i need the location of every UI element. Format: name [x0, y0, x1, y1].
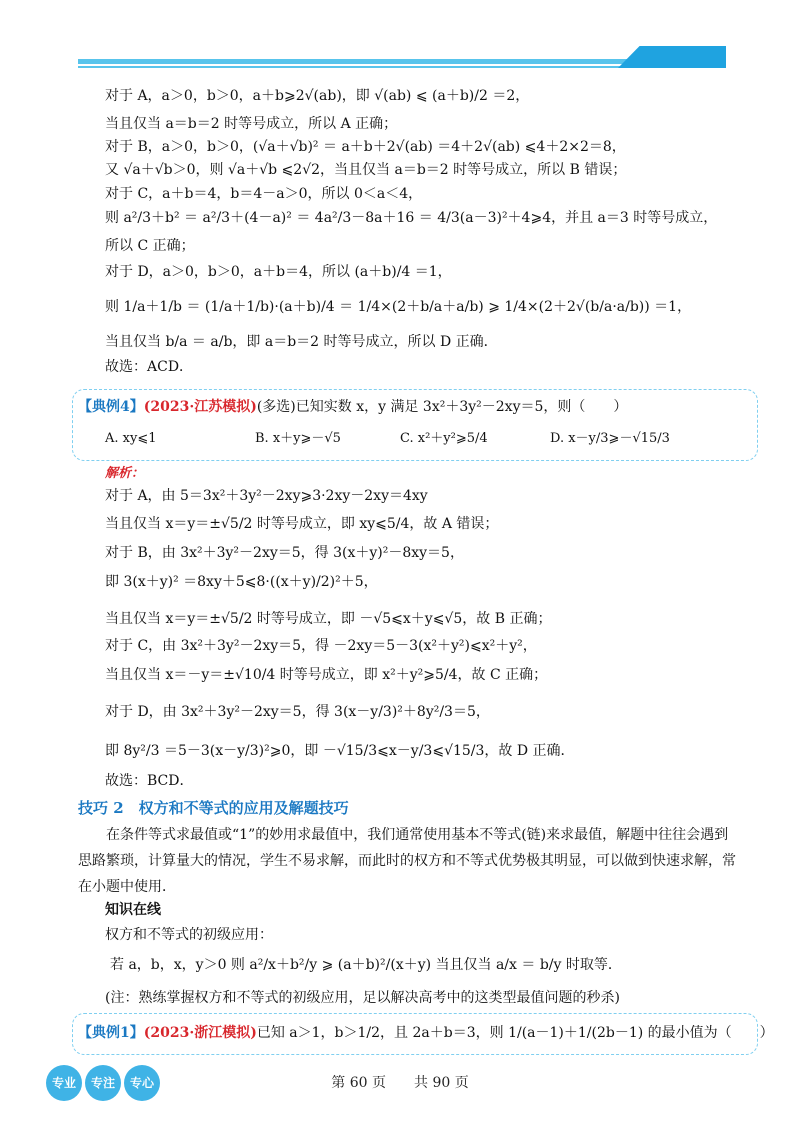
text-line: 对于 B，a＞0，b＞0，(√a＋√b)² ＝ a＋b＋2√(ab) ＝4＋2√(ab) ⩽4＋2×2＝8，	[105, 139, 626, 155]
text-line: 即 8y²/3 ＝5－3(x－y/3)²⩾0，即 －√15/3⩽x－y/3⩽√15/3，故 D 正确．	[105, 743, 575, 759]
example-question: 已知 a＞1，b＞1/2，且 2a＋b＝3，则 1/(a－1)＋1/(2b－1) 的最小值为（ ）	[256, 1025, 774, 1041]
text-line: 故选：BCD．	[105, 773, 194, 789]
text-line: 对于 C，a＋b＝4，b＝4－a＞0，所以 0＜a＜4，	[105, 186, 423, 202]
header-stripe-thin	[78, 66, 638, 68]
section-heading: 技巧 2 权方和不等式的应用及解题技巧	[78, 799, 349, 817]
example-4-title	[78, 397, 627, 417]
text-line: 当且仅当 x＝－y＝±√10/4 时等号成立，即 x²＋y²⩾5/4，故 C 正确；	[105, 667, 548, 683]
option-c: C. x²＋y²⩾5/4	[400, 431, 488, 446]
page-number: 第 60 页 共 90 页	[331, 1075, 469, 1091]
intro-paragraph: 在条件等式求最值或“1”的妙用求最值中，我们通常使用基本不等式(链)来求最值，解题中往往会遇到思路繁琐，计算量大的情况，学生不易求解，而此时的权方和不等式优势极其明显，可以做到快速求解，常在小题中使用．	[78, 827, 736, 895]
knowledge-note: (注：熟练掌握权方和不等式的初级应用，足以解决高考中的这类型最值问题的秒杀)	[105, 990, 620, 1006]
text-line: 则 a²/3＋b² ＝ a²/3＋(4－a)² ＝ 4a²/3－8a＋16 ＝ 4/3(a－3)²＋4⩾4，并且 a＝3 时等号成立，	[105, 210, 718, 226]
example-source: (2023·江苏模拟)	[143, 399, 257, 415]
example-1-title	[78, 1023, 774, 1043]
text-line: 对于 D，a＞0，b＞0，a＋b＝4，所以 (a＋b)/4 ＝1，	[105, 264, 452, 280]
example-source: (2023·浙江模拟)	[143, 1025, 257, 1041]
text-line: 则 1/a＋1/b ＝ (1/a＋1/b)·(a＋b)/4 ＝ 1/4×(2＋b/a＋a/b) ⩾ 1/4×(2＋2√(b/a·a/b)) ＝1，	[105, 299, 692, 315]
text-line: 对于 D，由 3x²＋3y²－2xy＝5，得 3(x－y/3)²＋8y²/3＝5，	[105, 704, 490, 720]
example-tag: 【典例4】	[78, 399, 144, 415]
text-line: 所以 C 正确；	[105, 238, 195, 254]
text-line: 又 √a＋√b＞0，则 √a＋√b ⩽2√2，当且仅当 a＝b＝2 时等号成立，所以 B 错误；	[105, 162, 627, 178]
option-a: A. xy⩽1	[105, 431, 157, 446]
text-line: 当且仅当 a＝b＝2 时等号成立，所以 A 正确；	[105, 116, 398, 132]
text-line: 对于 A，由 5＝3x²＋3y²－2xy⩾3·2xy－2xy＝4xy	[105, 488, 428, 504]
header-tab-decoration	[618, 46, 726, 68]
text-line: 故选：ACD．	[105, 359, 194, 375]
footer-badge: 专业	[46, 1065, 82, 1101]
text-line: 当且仅当 b/a ＝ a/b，即 a＝b＝2 时等号成立，所以 D 正确．	[105, 334, 498, 350]
example-tag: 【典例1】	[78, 1025, 144, 1041]
text-line: 对于 C，由 3x²＋3y²－2xy＝5，得 －2xy＝5－3(x²＋y²)⩽x²＋y²，	[105, 638, 537, 654]
text-line: 对于 A，a＞0，b＞0，a＋b⩾2√(ab)，即 √(ab) ⩽ (a＋b)/2 ＝2，	[105, 88, 530, 104]
knowledge-title: 知识在线	[105, 902, 161, 918]
text-line: 当且仅当 x＝y＝±√5/2 时等号成立，即 xy⩽5/4，故 A 错误；	[105, 516, 499, 532]
footer-badge: 专注	[85, 1065, 121, 1101]
analysis-label: 解析：	[105, 466, 145, 481]
text-line: 即 3(x＋y)² ＝8xy＋5⩽8·((x＋y)/2)²＋5，	[105, 574, 378, 590]
text-line: 对于 B，由 3x²＋3y²－2xy＝5，得 3(x＋y)²－8xy＝5，	[105, 545, 464, 561]
header-stripe	[78, 59, 638, 64]
knowledge-formula: 若 a，b，x，y＞0 则 a²/x＋b²/y ⩾ (a＋b)²/(x＋y) 当且仅当 a/x ＝ b/y 时取等．	[110, 957, 622, 973]
option-b: B. x＋y⩾－√5	[255, 431, 341, 446]
text-line: 当且仅当 x＝y＝±√5/2 时等号成立，即 －√5⩽x＋y⩽√5，故 B 正确；	[105, 611, 552, 627]
footer-badge: 专心	[124, 1065, 160, 1101]
knowledge-subtitle: 权方和不等式的初级应用：	[105, 927, 273, 943]
example-question: (多选)已知实数 x，y 满足 3x²＋3y²－2xy＝5，则（ ）	[256, 399, 628, 415]
option-d: D. x－y/3⩾－√15/3	[550, 431, 670, 446]
